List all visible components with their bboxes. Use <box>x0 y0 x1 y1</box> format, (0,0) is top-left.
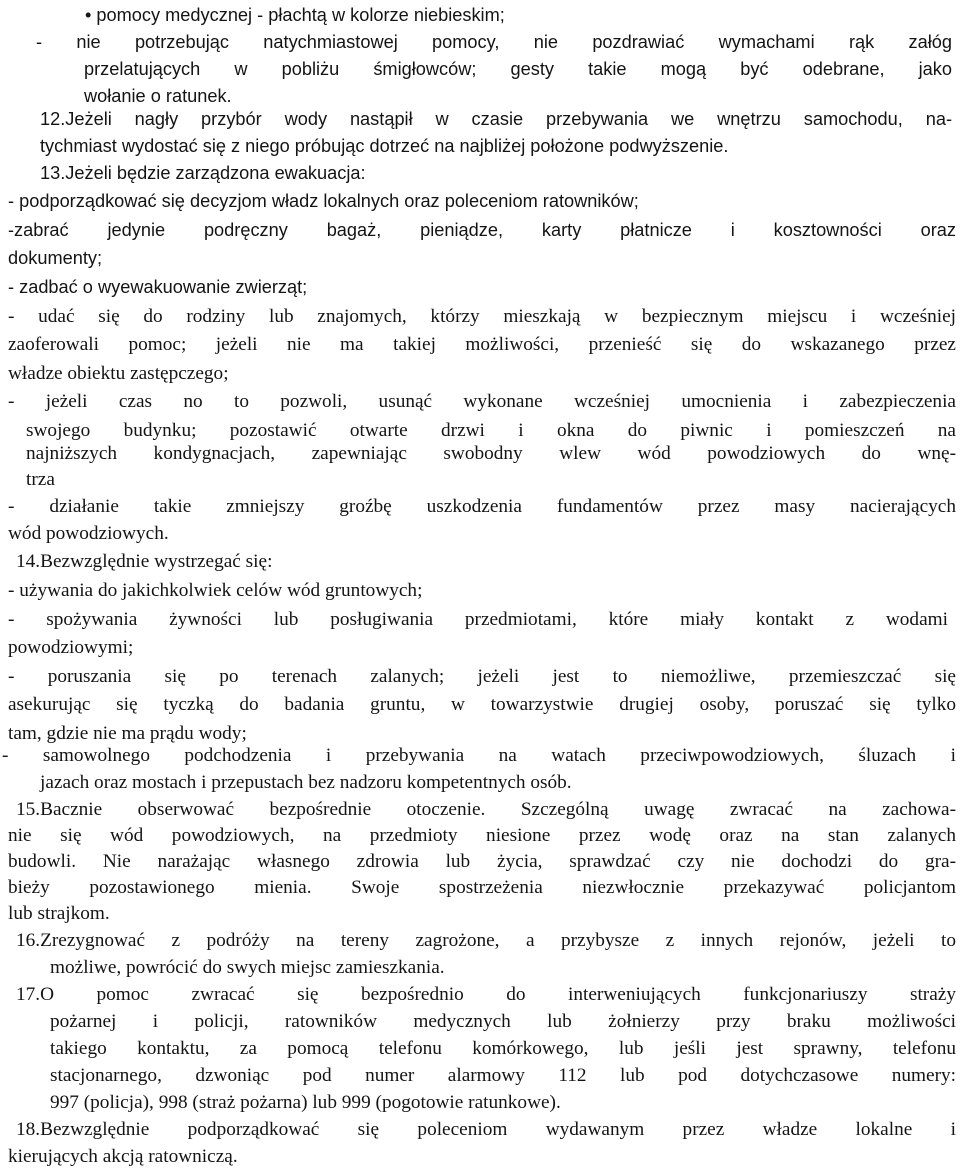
text-line: 16.Zrezygnować z podróży na tereny zagrożone, a przybysze z innych rejonów, jeżeli to <box>16 930 956 951</box>
text-line: przelatujących w pobliżu śmigłowców; gesty takie mogą być odebrane, jako <box>84 59 952 79</box>
text-line: 15.Bacznie obserwować bezpośrednie otoczenie. Szczególną uwagę zwracać na zachowa- <box>16 799 956 820</box>
text-line: bieży pozostawionego mienia. Swoje spostrzeżenia niezwłocznie przekazywać policjantom <box>8 877 956 898</box>
text-line: władze obiektu zastępczego; <box>8 363 229 384</box>
text-line: wód powodziowych. <box>8 523 169 544</box>
text-line: tychmiast wydostać się z niego próbując dotrzeć na najbliżej położone podwyższenie. <box>40 136 729 156</box>
text-line: - spożywania żywności lub posługiwania przedmiotami, które miały kontakt z wodami <box>8 609 948 630</box>
text-line: - nie potrzebując natychmiastowej pomocy, nie pozdrawiać wymachami rąk załóg <box>36 32 952 52</box>
text-line: 12.Jeżeli nagły przybór wody nastąpił w czasie przebywania we wnętrzu samochodu, na- <box>40 109 952 129</box>
text-line: -zabrać jedynie podręczny bagaż, pieniądze, karty płatnicze i kosztowności oraz <box>8 220 956 240</box>
text-line: dokumenty; <box>8 248 103 268</box>
text-line: pożarnej i policji, ratowników medycznych lub żołnierzy przy braku możliwości <box>50 1011 956 1032</box>
text-line: 14.Bezwzględnie wystrzegać się: <box>16 551 273 572</box>
text-line: - działanie takie zmniejszy groźbę uszkodzenia fundamentów przez masy nacierających <box>8 496 956 517</box>
text-line: lub strajkom. <box>8 903 110 924</box>
text-line: wołanie o ratunek. <box>84 86 232 106</box>
text-line: 997 (policja), 998 (straż pożarna) lub 999 (pogotowie ratunkowe). <box>50 1092 561 1113</box>
text-line: powodziowymi; <box>8 637 134 658</box>
text-line: - poruszania się po terenach zalanych; jeżeli jest to niemożliwe, przemieszczać się <box>8 666 956 687</box>
text-line: możliwe, powrócić do swych miejsc zamieszkania. <box>50 957 445 978</box>
text-line: swojego budynku; pozostawić otwarte drzwi i okna do piwnic i pomieszczeń na <box>26 420 956 441</box>
text-line: asekurując się tyczką do badania gruntu, w towarzystwie drugiej osoby, poruszać się tylko <box>8 694 956 715</box>
text-line: - używania do jakichkolwiek celów wód gruntowych; <box>8 580 423 601</box>
text-line: 13.Jeżeli będzie zarządzona ewakuacja: <box>40 163 366 183</box>
text-line: najniższych kondygnacjach, zapewniając swobodny wlew wód powodziowych do wnę- <box>26 443 956 464</box>
text-line: jazach oraz mostach i przepustach bez nadzoru kompetentnych osób. <box>40 772 572 793</box>
text-line: stacjonarnego, dzwoniąc pod numer alarmowy 112 lub pod dotychczasowe numery: <box>50 1065 956 1086</box>
text-line: - samowolnego podchodzenia i przebywania na watach przeciwpowodziowych, śluzach i <box>2 745 956 766</box>
text-line: trza <box>26 469 55 490</box>
text-line: - podporządkować się decyzjom władz lokalnych oraz poleceniom ratowników; <box>8 191 639 211</box>
text-line: kierujących akcją ratowniczą. <box>8 1146 238 1167</box>
text-line: 17.O pomoc zwracać się bezpośrednio do interweniujących funkcjonariuszy straży <box>16 984 956 1005</box>
text-line: nie się wód powodziowych, na przedmioty niesione przez wodę oraz na stan zalanych <box>8 825 956 846</box>
text-line: - zadbać o wyewakuowanie zwierząt; <box>8 277 308 297</box>
text-line: budowli. Nie narażając własnego zdrowia lub życia, sprawdzać czy nie dochodzi do gra- <box>8 851 956 872</box>
text-line: 18.Bezwzględnie podporządkować się poleceniom wydawanym przez władze lokalne i <box>16 1119 956 1140</box>
text-line: - udać się do rodziny lub znajomych, którzy mieszkają w bezpiecznym miejscu i wcześniej <box>8 306 956 327</box>
text-line: • pomocy medycznej - płachtą w kolorze niebieskim; <box>85 5 505 25</box>
text-line: - jeżeli czas no to pozwoli, usunąć wykonane wcześniej umocnienia i zabezpieczenia <box>8 391 956 412</box>
text-line: tam, gdzie nie ma prądu wody; <box>8 723 247 744</box>
text-line: takiego kontaktu, za pomocą telefonu komórkowego, lub jeśli jest sprawny, telefonu <box>50 1038 956 1059</box>
text-line: zaoferowali pomoc; jeżeli nie ma takiej możliwości, przenieść się do wskazanego przez <box>8 334 956 355</box>
